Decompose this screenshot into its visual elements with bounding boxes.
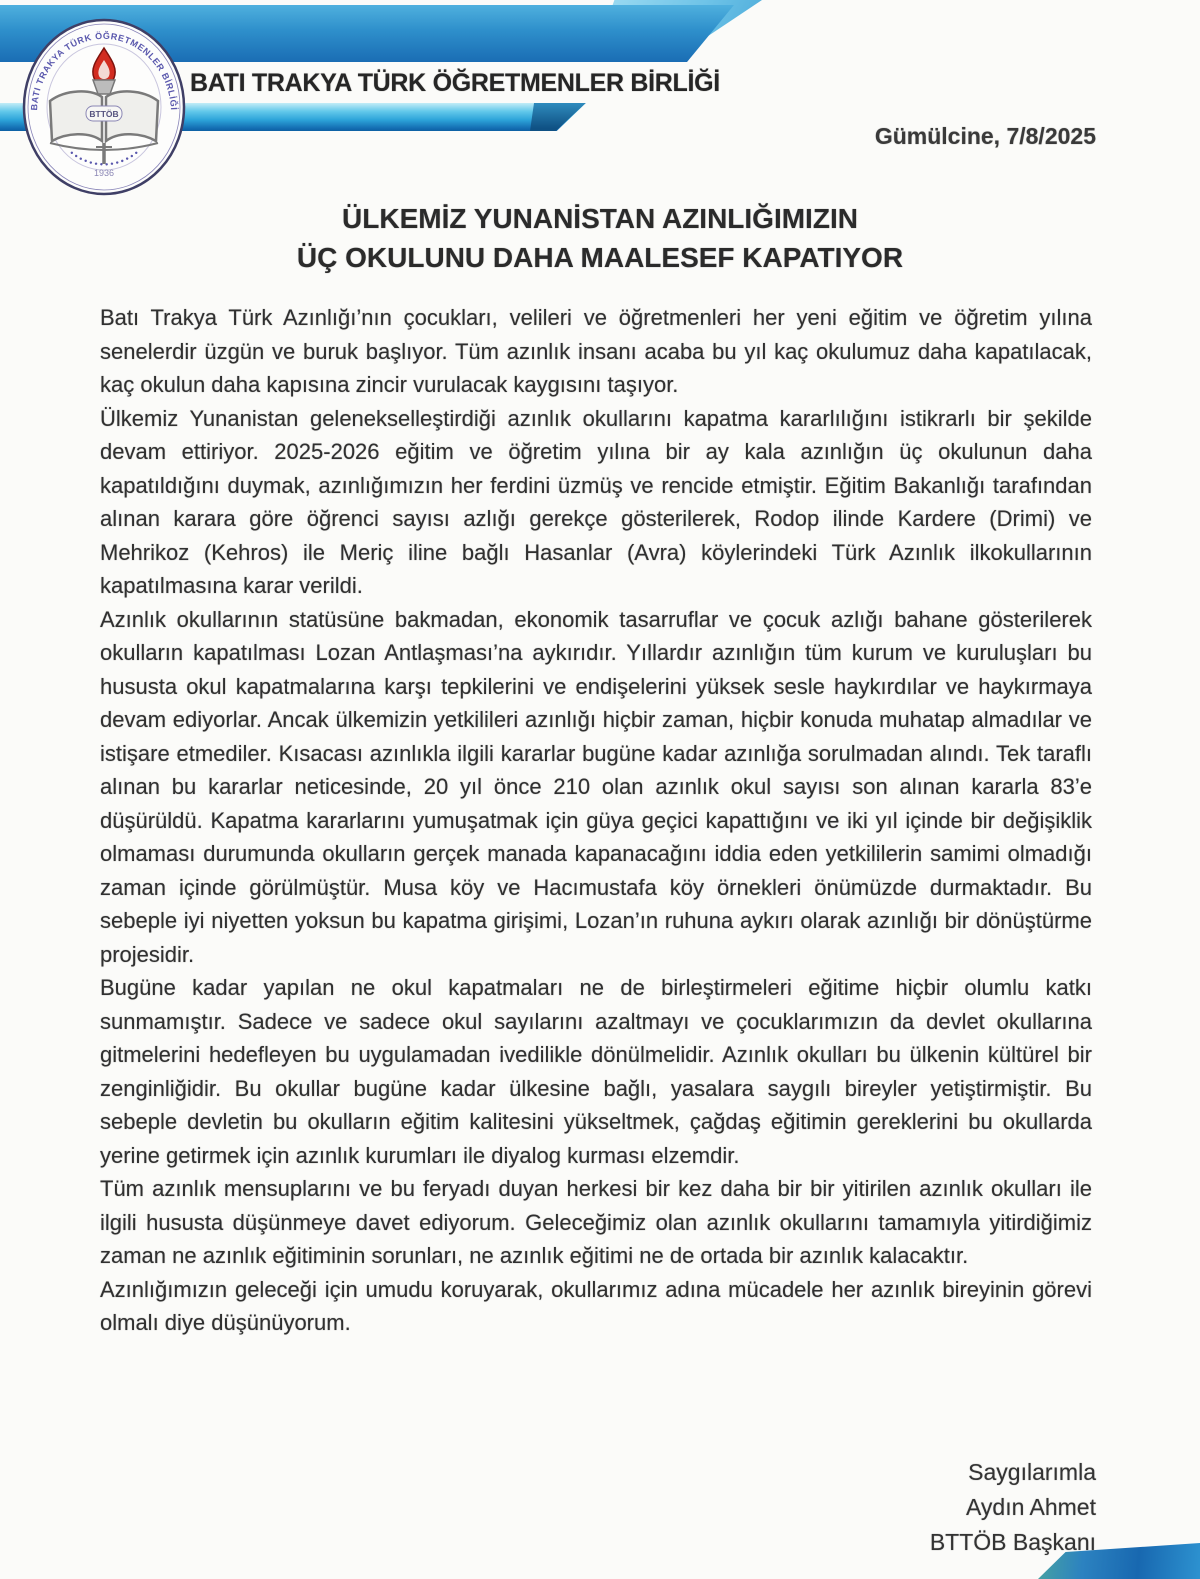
letter-body (100, 301, 1092, 1340)
logo-acronym: BTTÖB (89, 109, 119, 119)
org-name: BATI TRAKYA TÜRK ÖĞRETMENLER BİRLİĞİ (190, 69, 720, 97)
header-stripe-fold (506, 103, 586, 131)
signature-closing: Saygılarımla (968, 1459, 1096, 1485)
document-title (0, 199, 1200, 277)
paragraph: Tüm azınlık mensuplarını ve bu feryadı duyan herkesi bir kez daha bir bir yitirilen azınlık okulları ile ilgili hususta düşünmeye davet ediyorum. Geleceğimiz olan azınlık okullarını tamamıyla yitirdiğimiz zaman ne azınlık eğitiminin sorunları, ne azınlık eğitimi ne de ortada bir azınlık kalacaktır. (100, 1176, 1092, 1268)
signature-block (930, 1455, 1096, 1560)
logo-year: 1936 (93, 168, 115, 178)
logo-arc-decoration: • • • • • • • • • • • • • • (67, 147, 141, 170)
paragraph: Batı Trakya Türk Azınlığı’nın çocukları, velileri ve öğretmenleri her yeni eğitim ve öğretim yılına senelerdir üzgün ve buruk başlıyor. Tüm azınlık insanı acaba bu yıl kaç okulumuz daha kapatılacak, kaç okulun daha kapısına zincir vurulacak kaygısını taşıyor. (100, 305, 1092, 397)
date-line: Gümülcine, 7/8/2025 (874, 123, 1096, 149)
signature-name: Aydın Ahmet (966, 1494, 1096, 1520)
paragraph: Ülkemiz Yunanistan gelenekselleştirdiği azınlık okullarını kapatma kararlılığını istikrarlı bir şekilde devam ettiriyor. 2025-2026 eğitim ve öğretim yılına bir ay kala azınlığın üç okulunun daha kapatıldığını duymak, azınlığımızın her ferdini üzmüş ve rencide etmiştir. Eğitim Bakanlığı tarafından alınan karara göre öğrenci sayısı azlığı gerekçe gösterilerek, Rodop ilinde Kardere (Drimi) ve Mehrikoz (Kehros) ile Meriç iline bağlı Hasanlar (Avra) köylerindeki Türk Azınlık ilkokullarının kapatılmasına karar verildi. (100, 405, 1092, 598)
paragraph: Bugüne kadar yapılan ne okul kapatmaları ne de birleştirmeleri eğitime hiçbir olumlu katkı sunmamıştır. Sadece ve sadece okul sayılarını azaltmayı ve çocuklarımızın da devlet okullarına gitmelerini hedefleyen bu uygulamadan ivedilikle dönülmelidir. Azınlık okulları bu ülkenin kültürel bir zenginliğidir. Bu okullar bugüne kadar ülkesine bağlı, yasalara saygılı bireyler yetiştirmiştir. Bu sebeple devletin bu okulların eğitim kalitesini yükseltmek, çağdaş eğitimin gereklerini bu okullarda yerine getirmek için azınlık kurumları ile diyalog kurması elzemdir. (100, 975, 1092, 1168)
paragraph: Azınlık okullarının statüsüne bakmadan, ekonomik tasarruflar ve çocuk azlığı bahane gösterilerek okulların kapatılması Lozan Antlaşması’na aykırıdır. Yıllardır azınlığın tüm kurum ve kuruluşları bu hususta okul kapatmalarına karşı tepkilerini ve endişelerini yüksek sesle haykırdılar ve haykırmaya devam ediyorlar. Ancak ülkemizin yetkilileri azınlığı hiçbir zaman, hiçbir konuda muhatap almadılar ve istişare etmediler. Kısacası azınlıkla ilgili kararlar bugüne kadar azınlığa sorulmadan alındı. Tek taraflı alınan bu kararlar neticesinde, 20 yıl önce 210 olan azınlık okul sayısı son alınan kararla 83’e düşürüldü. Kapatma kararlarını yumuşatmak için güya geçici kapattığını ve iki yıl içinde bir değişiklik olmaması durumunda okulların gerçek manada kapanacağını iddia eden yetkililerin samimi olmadığı zaman içinde görülmüştür. Musa köy ve Hacımustafa köy örnekleri önümüzde durmaktadır. Bu sebeple iyi niyetten yoksun bu kapatma girişimi, Lozan’ın ruhuna aykırı olarak azınlığı bir dönüştürme projesidir. (100, 606, 1092, 967)
signature-title: BTTÖB Başkanı (929, 1529, 1096, 1555)
title-line-2: ÜÇ OKULUNU DAHA MAALESEF KAPATIYOR (296, 242, 904, 273)
org-logo-icon (20, 16, 188, 198)
title-line-1: ÜLKEMİZ YUNANİSTAN AZINLIĞIMIZIN (342, 203, 858, 234)
paragraph: Azınlığımızın geleceği için umudu koruyarak, okullarımız adına mücadele her azınlık bireyinin görevi olmalı diye düşünüyorum. (100, 1276, 1092, 1335)
logo-arc-text: BATI TRAKYA TÜRK ÖĞRETMENLER BİRLİĞİ (28, 30, 179, 111)
